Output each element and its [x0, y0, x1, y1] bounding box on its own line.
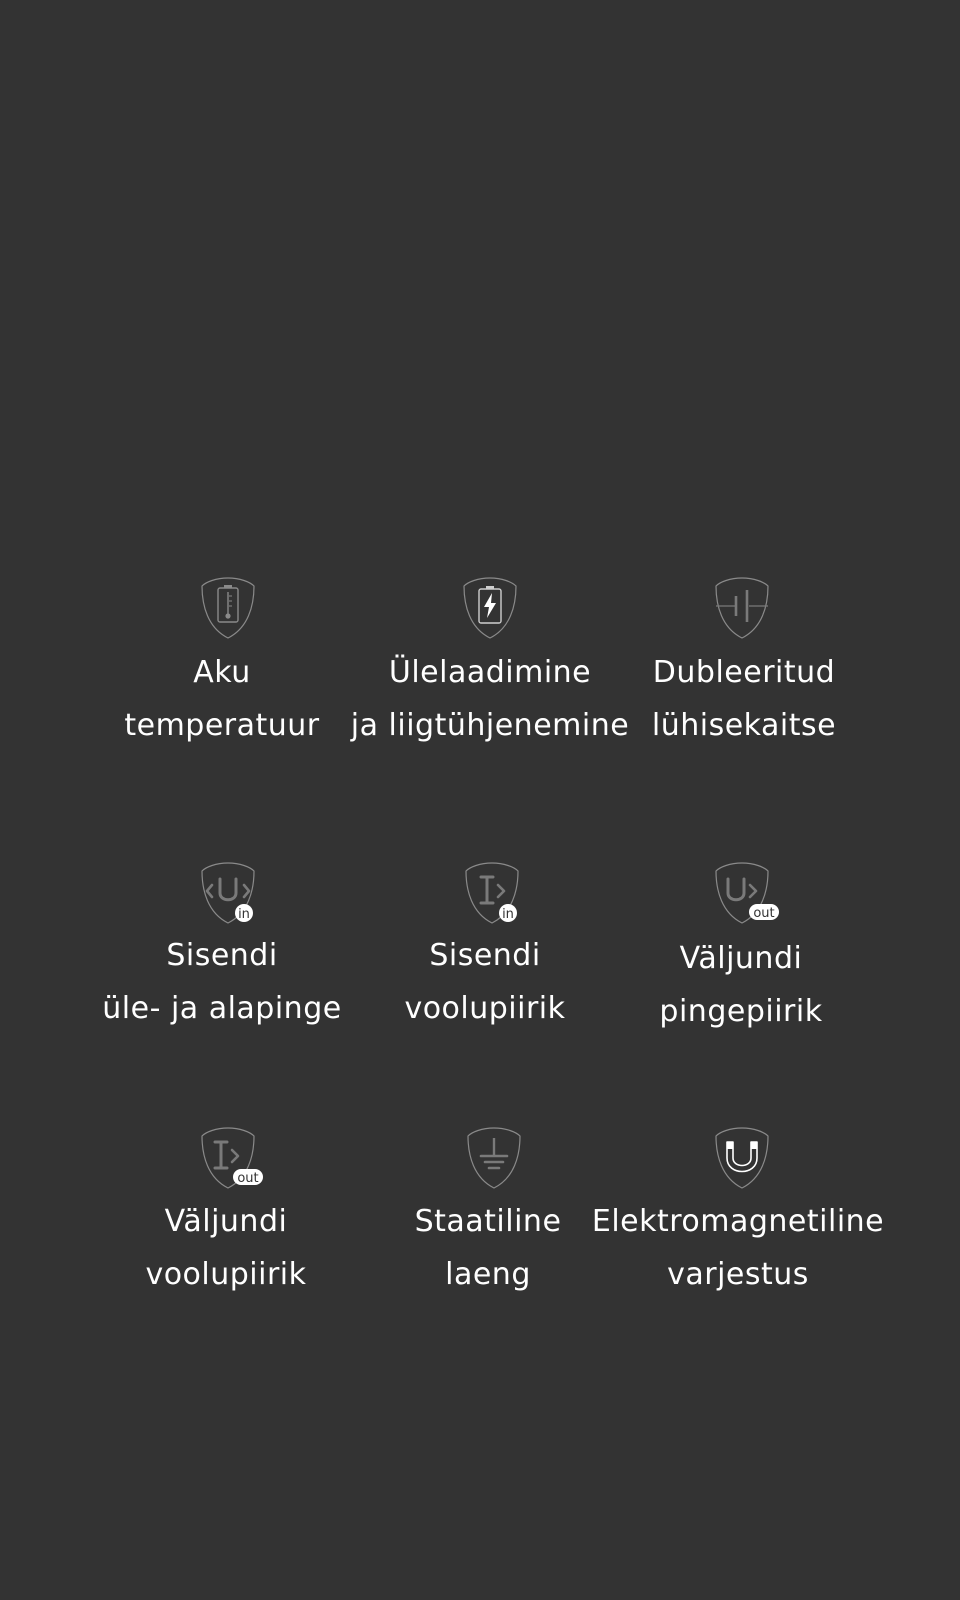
feature-label-line2: voolupiirik	[145, 1257, 307, 1292]
feature-label-line2: varjestus	[667, 1257, 809, 1292]
in-badge: in	[238, 907, 250, 922]
feature-label-line1: Sisendi	[166, 938, 278, 973]
feature-label-line1: Väljundi	[164, 1204, 288, 1239]
input-current-shield-icon	[462, 861, 522, 925]
battery-charge-shield-icon	[460, 576, 520, 640]
ground-shield-icon	[464, 1126, 524, 1190]
short-circuit-shield-icon	[712, 576, 772, 640]
feature-label-line2: pingepiirik	[659, 994, 823, 1029]
out-badge: out	[753, 906, 775, 921]
input-voltage-shield-icon	[198, 861, 258, 925]
feature-label	[581, 932, 901, 1038]
feature-label-line1: Väljundi	[679, 941, 803, 976]
feature-label-line1: Aku	[193, 655, 251, 690]
feature-label	[578, 1195, 898, 1301]
feature-label-line1: Ülelaadimine	[388, 655, 592, 690]
feature-label-line1: Staatiline	[414, 1204, 562, 1239]
feature-label-line2: laeng	[445, 1257, 531, 1292]
feature-label-line1: Elektromagnetiline	[591, 1204, 885, 1239]
feature-label	[584, 646, 904, 752]
out-badge: out	[237, 1171, 259, 1186]
feature-label-line1: Dubleeritud	[652, 655, 836, 690]
feature-label-line2: temperatuur	[124, 708, 320, 743]
feature-label-line2: ja liigtühjenemine	[350, 708, 630, 743]
output-voltage-shield-icon	[712, 861, 775, 925]
thermometer-shield-icon	[198, 576, 258, 640]
feature-label-line2: üle- ja alapinge	[102, 991, 342, 1026]
magnet-shield-icon	[712, 1126, 772, 1190]
feature-label-line2: voolupiirik	[404, 991, 566, 1026]
in-badge: in	[502, 907, 514, 922]
feature-short-circuit	[584, 570, 904, 790]
feature-emi-shielding	[578, 1121, 898, 1341]
feature-output-voltage	[581, 855, 901, 1075]
output-current-shield-icon	[198, 1126, 258, 1190]
feature-label-line2: lühisekaitse	[651, 708, 837, 743]
feature-label-line1: Sisendi	[429, 938, 541, 973]
